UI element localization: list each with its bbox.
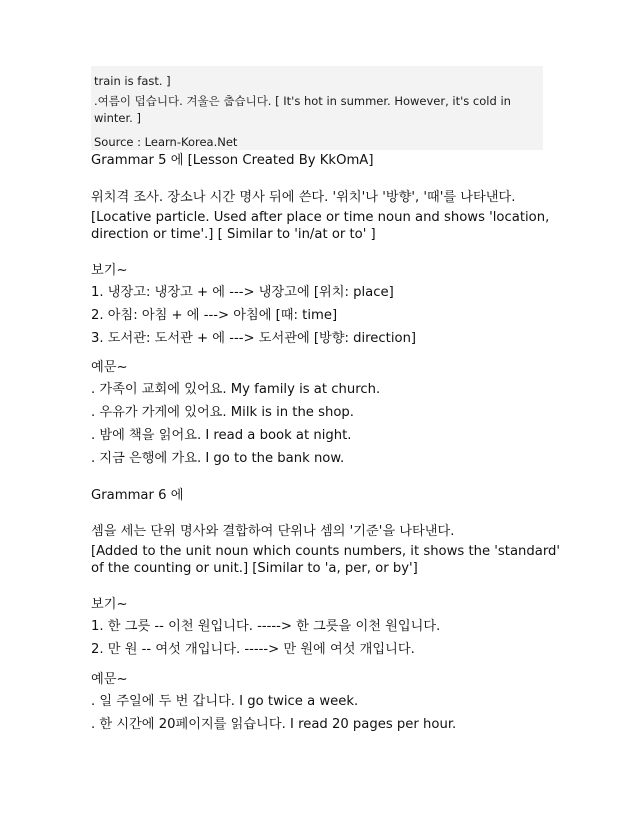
grammar6-example-1: 1. 한 그릇 -- 이천 원입니다. -----> 한 그릇을 이천 원입니다. <box>91 619 441 634</box>
grammar5-example-2: 2. 아침: 아침 + 에 ---> 아침에 [때: time] <box>91 308 338 323</box>
example-box-line-3: winter. ] <box>94 111 141 125</box>
grammar6-examples-label: 보기~ <box>91 597 128 612</box>
grammar5-sentence-2: . 우유가 가게에 있어요. Milk is in the shop. <box>91 405 354 420</box>
example-box-line-2: .여름이 덥습니다. 겨울은 춥습니다. [ It's hot in summer. However, it's cold in <box>94 94 511 108</box>
grammar6-sentence-2: . 한 시간에 20페이지를 읽습니다. I read 20 pages per hour. <box>91 717 457 732</box>
grammar5-description-korean: 위치격 조사. 장소나 시간 명사 뒤에 쓴다. '위치'나 '방향', '때'를 나타낸다. <box>91 190 516 205</box>
grammar5-sentences-label: 예문~ <box>91 360 128 375</box>
grammar5-example-3: 3. 도서관: 도서관 + 에 ---> 도서관에 [방향: direction] <box>91 331 417 346</box>
grammar5-description-english-2: direction or time'.] [ Similar to 'in/at or to' ] <box>91 227 376 242</box>
grammar6-sentence-1: . 일 주일에 두 번 갑니다. I go twice a week. <box>91 694 359 709</box>
source-credit: Source : Learn-Korea.Net <box>94 135 238 149</box>
grammar6-heading: Grammar 6 에 <box>91 488 184 503</box>
grammar6-sentences-label: 예문~ <box>91 672 128 687</box>
grammar6-description-english-2: of the counting or unit.] [Similar to 'a, per, or by'] <box>91 561 418 576</box>
grammar5-examples-label: 보기~ <box>91 263 128 278</box>
grammar5-heading: Grammar 5 에 [Lesson Created By KkOmA] <box>91 153 374 168</box>
grammar5-sentence-4: . 지금 은행에 가요. I go to the bank now. <box>91 451 345 466</box>
grammar6-description-english-1: [Added to the unit noun which counts numbers, it shows the 'standard' <box>91 544 561 559</box>
grammar5-description-english-1: [Locative particle. Used after place or time noun and shows 'location, <box>91 210 550 225</box>
grammar6-description-korean: 셈을 세는 단위 명사와 결합하여 단위나 셈의 '기준'을 나타낸다. <box>91 524 455 539</box>
grammar5-sentence-1: . 가족이 교회에 있어요. My family is at church. <box>91 382 381 397</box>
example-box-line-1: train is fast. ] <box>94 74 171 88</box>
grammar6-example-2: 2. 만 원 -- 여섯 개입니다. -----> 만 원에 여섯 개입니다. <box>91 642 415 657</box>
grammar5-example-1: 1. 냉장고: 냉장고 + 에 ---> 냉장고에 [위치: place] <box>91 285 394 300</box>
grammar5-sentence-3: . 밤에 책을 읽어요. I read a book at night. <box>91 428 352 443</box>
